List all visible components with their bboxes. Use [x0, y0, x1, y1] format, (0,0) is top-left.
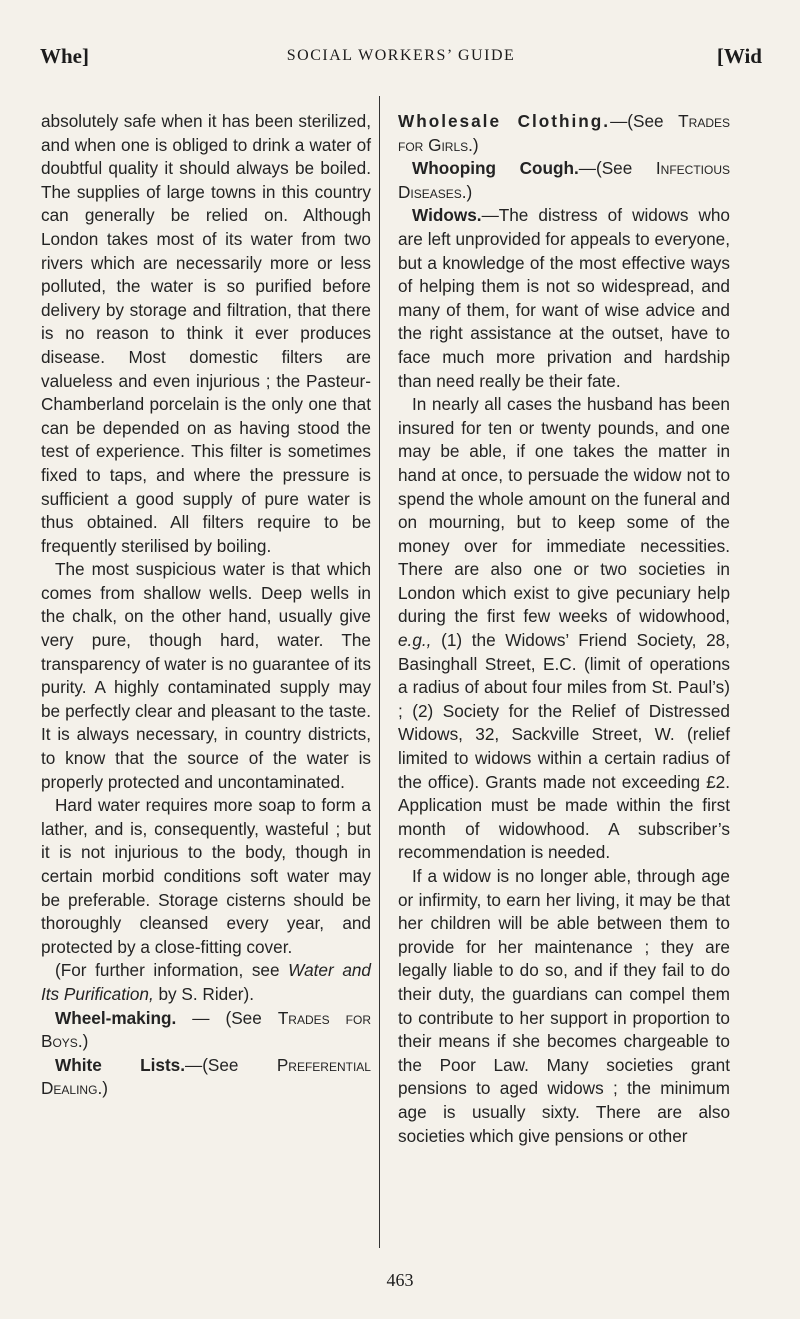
entry-white-lists: [41, 1054, 371, 1101]
cross-ref-prefix: —(See: [578, 158, 656, 179]
widows-intro-text: —The distress of widows who are left unprovided for appeals to everyone, but a knowledge of the most effective ways of helping them is not so widespread, and many of them, for want of wise advice and the right assistance at the outset, have to face much more privation and hardship than need really be their fate.: [398, 205, 730, 391]
widows-paragraph-2: [398, 393, 730, 865]
water-paragraph-1: absolutely safe when it has been sterilized, and when one is obliged to drink a water of doubtful quality it should always be boiled. The supplies of large towns in this country can generally be relied on. Although London takes most of its water from two rivers which are necessarily more or less polluted, the water is so purified before delivery by storage and filtration, that there is no reason to think it ever produces disease. Most domestic filters are valueless and even injurious ; the Pasteur-Chamberland porcelain is the only one that can be depended on as having stood the test of experience. This filter is sometimes fixed to taps, and where the pressure is sufficient a good supply of pure water is thus obtained. All filters require to be frequently sterilised by boiling.: [41, 111, 371, 556]
cross-ref-link: Trades for Girls: [398, 111, 730, 155]
entry-widows: [398, 204, 730, 393]
water-paragraph-3: Hard water requires more soap to form a lather, and is, consequently, wasteful ; but it is not injurious to the body, though in certain morbid conditions soft water may be preferable. Storage cisterns should be thoroughly cleansed every year, and protected by a close-fitting cover.: [41, 795, 371, 957]
water-further-info: [41, 959, 371, 1006]
cross-ref-prefix: — (See: [176, 1007, 278, 1028]
left-column: [41, 110, 371, 1101]
cross-ref-prefix: —(See: [610, 111, 679, 131]
book-title: Water and Its Purification,: [41, 960, 371, 1004]
header-left-guideword: Whe]: [40, 44, 89, 68]
further-info-suffix: by S. Rider).: [153, 983, 255, 1004]
entry-headword: Whooping Cough.: [412, 158, 579, 179]
entry-wheel-making: [41, 1007, 371, 1054]
running-header: [40, 44, 762, 74]
page-number: 463: [386, 1270, 414, 1290]
cross-ref-suffix: .): [461, 181, 473, 202]
cross-ref-link: Preferential Dealing: [41, 1054, 371, 1099]
right-column: [398, 110, 730, 1148]
cross-ref-suffix: .): [77, 1031, 89, 1052]
header-right-guideword: [Wid: [716, 44, 762, 68]
widows-p2-text: In nearly all cases the husband has been insured for ten or twenty pounds, and one may be able, if one takes the matter in hand at once, to persuade the widow not to spend the whole amount on the funeral and on mourning, but to keep some of the money over for immediate necessities. There are also one or two societies in London which exist to give pecuniary help during the first few weeks of widowhood,: [398, 394, 730, 627]
cross-ref-prefix: —(See: [185, 1054, 277, 1075]
entry-headword: Wheel-making.: [55, 1007, 177, 1028]
cross-ref-link: Trades for Boys: [41, 1007, 371, 1052]
cross-ref-link: Infectious Diseases: [398, 158, 730, 202]
entry-headword: Wholesale Clothing.: [398, 111, 611, 131]
cross-ref-suffix: .): [97, 1078, 108, 1099]
header-title: SOCIAL WORKERS’ GUIDE: [286, 47, 516, 64]
entry-headword: White Lists.: [55, 1054, 185, 1075]
water-paragraph-2: The most suspicious water is that which comes from shallow wells. Deep wells in the chalk, on the other hand, usually give very pure, though hard, water. The transparency of water is no guarantee of its purity. A highly contaminated supply may be perfectly clear and pleasant to the taste. It is always necessary, in country districts, to know that the source of the water is properly protected and uncontaminated.: [41, 559, 371, 792]
entry-wholesale-clothing: [398, 110, 730, 157]
further-info-prefix: (For further information, see: [55, 960, 289, 981]
cross-ref-suffix: .): [468, 134, 479, 155]
column-divider: [379, 96, 380, 1248]
widows-p2-societies: (1) the Widows’ Friend Society, 28, Basinghall Street, E.C. (limit of operations a radius of about four miles from St. Paul’s) ; (2) Society for the Relief of Distressed Widows, 32, Sackville Street, W. (relief limited to widows within a certain radius of the office). Grants made not exceeding £2. Application must be made within the first month of widowhood. A subscriber’s recommendation is needed.: [398, 630, 730, 863]
entry-whooping-cough: [398, 157, 730, 204]
widows-paragraph-3: If a widow is no longer able, through age or infirmity, to earn her living, it may be that her children will be able between them to provide for her maintenance ; they are legally liable to do so, and if they fail to do their duty, the guardians can compel them to contribute to her support in proportion to their means if she becomes chargeable to the Poor Law. Many societies grant pensions to aged widows ; the minimum age is usually sixty. There are also societies which give pensions or other: [398, 866, 730, 1146]
entry-headword: Widows.: [412, 205, 482, 226]
eg-abbreviation: e.g.,: [398, 630, 432, 651]
